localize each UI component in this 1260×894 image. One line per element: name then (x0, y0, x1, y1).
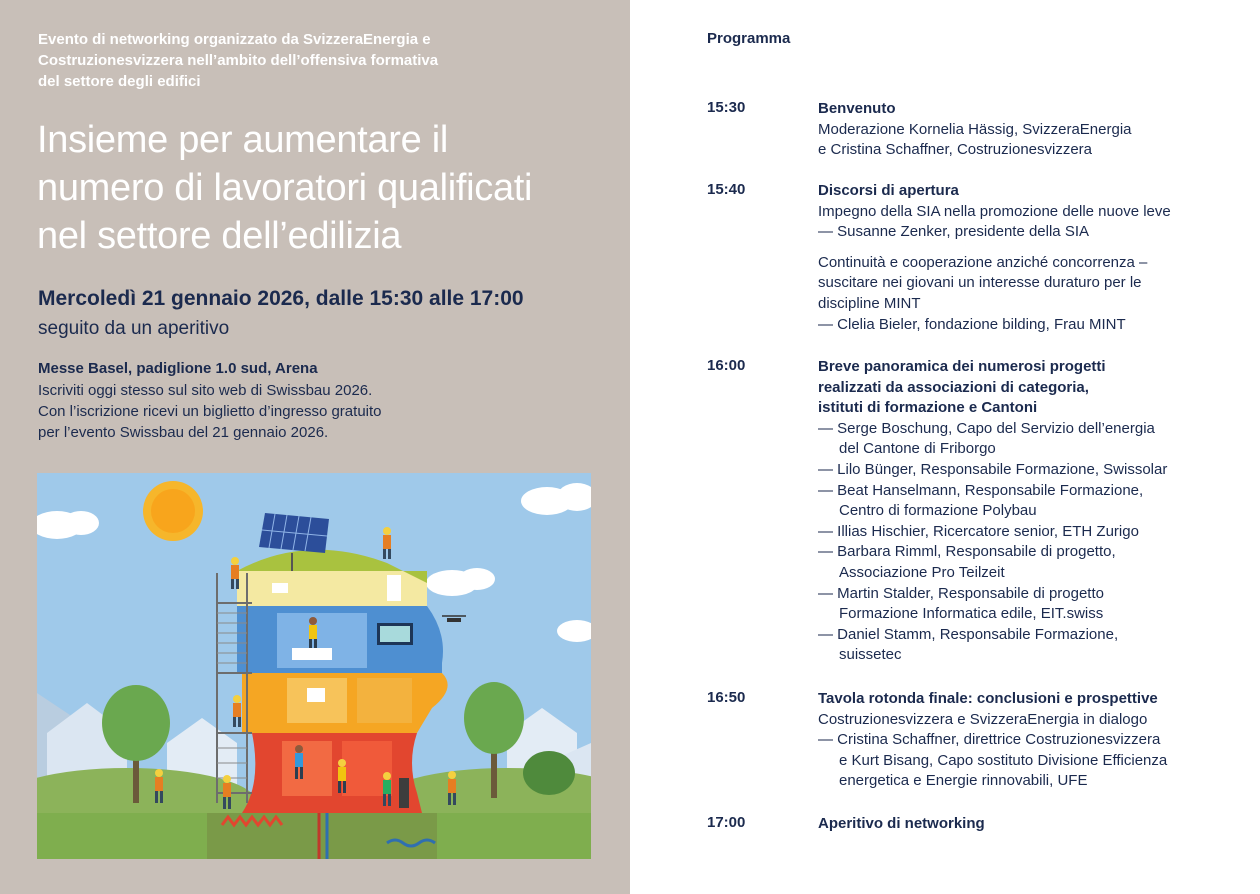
program-time: 17:00 (707, 814, 746, 831)
program-line: Impegno della SIA nella promozione delle nuove leve (818, 202, 1171, 220)
program-content (818, 689, 1238, 792)
program-line: Costruzionesvizzera e SvizzeraEnergia in dialogo (818, 710, 1148, 728)
organizer-line: Costruzionesvizzera nell’ambito dell’offensiva formativa (38, 52, 439, 69)
program-heading: realizzati da associazioni di categoria, (818, 378, 1089, 396)
event-venue: Messe Basel, padiglione 1.0 sud, Arena (38, 360, 318, 377)
venue-line: per l’evento Swissbau del 21 gennaio 2026. (38, 424, 329, 441)
speaker-line: Centro di formazione Polybau (839, 502, 1037, 520)
right-panel (630, 0, 1260, 894)
headline-line: Insieme per aumentare il (37, 119, 449, 161)
program-heading: Discorsi di apertura (818, 182, 959, 199)
speaker-line: — Martin Stalder, Responsabile di progetto (818, 584, 1104, 602)
speaker-line: — Barbara Rimml, Responsabile di progetto, (818, 543, 1116, 561)
speaker-line: Associazione Pro Teilzeit (839, 563, 1005, 581)
program-heading: Breve panoramica dei numerosi progetti (818, 358, 1106, 375)
speaker-line: e Kurt Bisang, Capo sostituto Divisione Efficienza (839, 751, 1168, 769)
program-time: 15:40 (707, 181, 746, 198)
program-content (818, 99, 1238, 161)
organizer-line: del settore degli edifici (38, 73, 201, 90)
program-time: 16:00 (707, 357, 746, 374)
program-line: discipline MINT (818, 294, 921, 312)
program-line: Moderazione Kornelia Hässig, SvizzeraEnergia (818, 120, 1132, 138)
program-content (818, 357, 1238, 666)
event-date: Mercoledì 21 gennaio 2026, dalle 15:30 alle 17:00 (38, 287, 524, 310)
program-line: e Cristina Schaffner, Costruzionesvizzera (818, 141, 1093, 159)
speaker-line: energetica e Energie rinnovabili, UFE (839, 772, 1088, 790)
speaker-line: — Cristina Schaffner, direttrice Costruzionesvizzera (818, 731, 1161, 749)
speaker-line: — Serge Boschung, Capo del Servizio dell’energia (818, 419, 1155, 437)
program-heading: Tavola rotonda finale: conclusioni e prospettive (818, 690, 1158, 707)
program-heading: Benvenuto (818, 100, 896, 117)
speaker-line: — Beat Hanselmann, Responsabile Formazione, (818, 481, 1144, 499)
speaker-line: — Illias Hischier, Ricercatore senior, ETH Zurigo (818, 522, 1139, 540)
program-time: 16:50 (707, 689, 746, 706)
program-line: Continuità e cooperazione anziché concorrenza – (818, 253, 1148, 271)
construction-head-illustration (37, 473, 591, 859)
headline-line: nel settore dell’edilizia (37, 215, 402, 257)
program-content (818, 814, 1238, 835)
venue-line: Iscriviti oggi stesso sul sito web di Swissbau 2026. (38, 382, 373, 399)
sun-icon (143, 481, 203, 541)
speaker-line: — Daniel Stamm, Responsabile Formazione, (818, 625, 1119, 643)
program-heading: Aperitivo di networking (818, 815, 985, 832)
program-time: 15:30 (707, 99, 746, 116)
venue-line: Con l’iscrizione ricevi un biglietto d’ingresso gratuito (38, 403, 382, 420)
speaker-line: del Cantone di Friborgo (839, 440, 996, 458)
event-headline (37, 116, 617, 260)
headline-line: numero di lavoratori qualificati (37, 167, 533, 209)
event-date-subtitle: seguito da un aperitivo (38, 318, 230, 339)
speaker-line: Formazione Informatica edile, EIT.swiss (839, 605, 1104, 623)
program-line: suscitare nei giovani un interesse duraturo per le (818, 274, 1142, 292)
program-heading: istituti di formazione e Cantoni (818, 399, 1038, 417)
program-content (818, 181, 1238, 335)
speaker-line: suissetec (839, 646, 902, 664)
organizer-line: Evento di networking organizzato da SvizzeraEnergia e (38, 31, 431, 48)
program-title: Programma (707, 30, 791, 47)
program-line: — Susanne Zenker, presidente della SIA (818, 223, 1089, 241)
program-line: — Clelia Bieler, fondazione bilding, Frau MINT (818, 315, 1126, 333)
venue-description (38, 380, 382, 443)
organizer-text (38, 29, 598, 92)
speaker-line: — Lilo Bünger, Responsabile Formazione, Swissolar (818, 460, 1168, 478)
